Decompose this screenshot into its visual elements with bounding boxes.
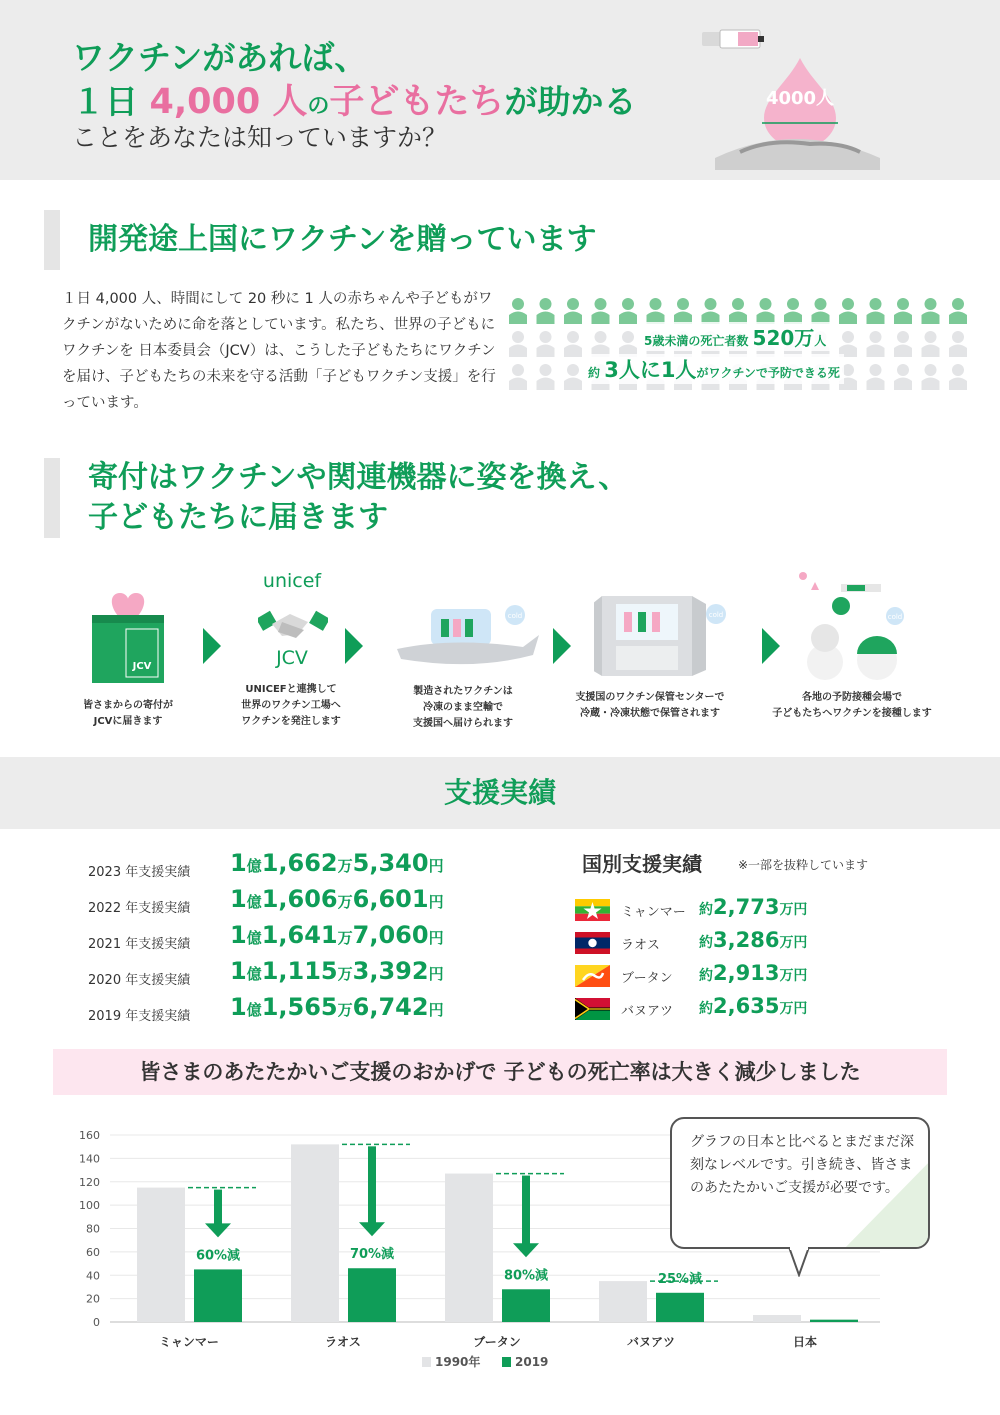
person-icon [509,331,527,357]
jcv-label: JCV [276,647,308,669]
country-results-title: 国別支援実績 [582,852,702,876]
person-icon [922,364,940,390]
syringe-liquid [738,32,758,46]
bar-2019 [656,1293,704,1322]
flow-step2-line1: UNICEFと連携して [245,684,337,695]
y-tick-label: 160 [79,1129,100,1142]
bar-2019 [810,1320,858,1322]
year-label: 2021 年支援実績 [88,937,191,952]
bar-1990 [137,1188,185,1322]
legend-label-1990: 1990年 [435,1355,481,1369]
stat1-prefix: 5歳未満の死亡者数 [644,334,749,348]
bar-2019 [348,1268,396,1322]
reduction-arrowhead [205,1223,231,1237]
flow-step1-caption [58,698,198,730]
year-amount: 1億1,115万3,392円 [230,957,444,985]
country-name: ブータン [621,971,673,986]
person-icon [647,298,665,324]
bar-1990 [291,1144,339,1322]
year-amount: 1億1,565万6,742円 [230,993,444,1021]
cold-badge-3: cold [507,612,523,620]
callout-box [670,1117,930,1249]
reduction-arrow-shaft [214,1190,222,1226]
x-tick-label: 日本 [792,1335,818,1349]
section2-title-line2: 子どもたちに届きます [88,500,388,535]
section-title-vaccines: 開発途上国にワクチンを贈っています [44,210,597,270]
country-amount: 約3,286万円 [699,928,808,952]
reduction-arrowhead [359,1222,385,1236]
person-icon [839,298,857,324]
preventable-stat [584,354,844,384]
intro-paragraph: １日 4,000 人、時間にして 20 秒に 1 人の赤ちゃんや子どもがワクチンがないために命を落としています。私たち、世界の子どもにワクチンを 日本委員会（JCV）は、こうした子どもたちにワクチンを届け、子どもたちの未来を守る活動「子どもワクチン支援」を行っています。 [62,291,496,411]
refrigerator-icon [594,590,734,682]
person-icon [537,298,555,324]
country-name: ラオス [621,938,660,953]
person-icon [509,364,527,390]
person-icon [812,298,830,324]
flow-arrow-2 [345,628,363,664]
person-icon [757,298,775,324]
flow-step4-line2: 冷蔵・冷凍状態で保管されます [580,708,720,719]
vanuatu-flag-icon [575,998,610,1020]
y-tick-label: 140 [79,1152,100,1166]
cold-badge-5: cold [887,613,903,621]
mortality-banner: 皆さまのあたたかいご支援のおかげで 子どもの死亡率は大きく減少しました [53,1049,947,1095]
headline-number: 4,000 人 [149,82,308,122]
bar-1990 [599,1281,647,1322]
headline-line2 [72,74,636,124]
headline-line1: ワクチンがあれば、 [72,38,368,77]
person-icon [922,298,940,324]
flow-step5-line2: 子どもたちへワクチンを接種します [772,708,932,719]
reduction-label: 70%減 [349,1247,395,1263]
country-row-vanuatu [575,994,875,1024]
legend-label-2019: 2019 [515,1355,549,1369]
person-icon [537,364,555,390]
bhutan-flag-icon [575,965,610,987]
country-amount: 約2,635万円 [699,994,808,1018]
y-tick-label: 20 [86,1292,100,1306]
country-row-myanmar [575,895,875,925]
headline-kids: 子どもたち [329,82,505,122]
flow-step3-caption [388,684,538,732]
results-title: 支援実績 [443,776,556,809]
country-row-bhutan [575,961,875,991]
year-label: 2020 年支援実績 [88,973,191,988]
reduction-arrow-shaft [522,1176,530,1246]
y-tick-label: 100 [79,1199,100,1213]
under5-deaths-stat [640,322,830,351]
year-label: 2022 年支援実績 [88,901,191,916]
stat1-number: 520万 [752,326,815,350]
country-name: バヌアツ [621,1004,674,1019]
flow-arrow-4 [762,628,780,664]
stat2-suffix: がワクチンで予防できる死 [696,366,840,380]
reduction-arrow-shaft [368,1146,376,1224]
callout-tail [788,1247,810,1277]
year-label: 2019 年支援実績 [88,1009,191,1024]
person-icon [674,298,692,324]
stat1-unit: 人 [814,334,827,348]
country-amount: 約2,773万円 [699,895,808,919]
country-results-note: ※一部を抜粋しています [738,858,869,872]
flow-step2-line2: 世界のワクチン工場へ [241,700,341,711]
vaccination-icon [795,568,920,680]
donation-box-icon [88,585,168,685]
person-icon [894,364,912,390]
flow-step3-line2: 冷凍のまま空輸で [423,702,503,713]
person-icon [702,298,720,324]
y-tick-label: 40 [86,1269,100,1283]
stat2-prefix: 約 [588,366,601,380]
person-icon [867,331,885,357]
person-icon [949,331,967,357]
year-label: 2023 年支援実績 [88,865,191,880]
country-name: ミャンマー [621,905,686,920]
country-amount: 約2,913万円 [699,961,808,985]
flow-step5-line1: 各地の予防接種会場で [802,692,902,703]
x-tick-label: ブータン [473,1335,521,1349]
person-icon [564,331,582,357]
person-icon [509,298,527,324]
section-title-donation-flow [44,458,628,538]
headline-line3: ことをあなたは知っていますか？ [72,123,448,152]
flow-step2-line3: ワクチンを発注します [241,716,341,727]
headline-no: の [307,94,330,119]
flow-arrow-1 [203,628,221,664]
flow-step4-caption [560,690,740,722]
person-icon [922,331,940,357]
headline-suffix: が助かる [504,82,637,121]
bar-2019 [502,1289,550,1322]
flow-arrow-3 [553,628,571,664]
section2-title-line1: 寄付はワクチンや関連機器に姿を換え、 [88,460,629,495]
bar-1990 [753,1315,801,1322]
person-icon [564,298,582,324]
unicef-label: unicef [262,570,322,592]
handshake-icon [258,600,328,650]
person-icon [867,298,885,324]
legend-swatch-1990 [422,1357,431,1367]
x-tick-label: ミャンマー [159,1335,219,1349]
myanmar-flag-icon [575,899,610,921]
year-amount: 1億1,662万5,340円 [230,849,444,877]
person-icon [894,331,912,357]
flow-step5-caption [762,690,942,722]
year-amount: 1億1,641万7,060円 [230,921,444,949]
bar-1990 [445,1174,493,1322]
person-icon [894,298,912,324]
person-icon [949,298,967,324]
reduction-label: 60%減 [195,1248,241,1264]
callout-text: グラフの日本と比べるとまだまだ深刻なレベルです。引き続き、皆さまのあたたかいご支援が必要です。 [690,1134,914,1196]
headline-day: １日 [72,82,138,121]
donation-box-label: JCV [132,661,152,672]
flow-step2-caption [216,682,366,730]
person-icon [537,331,555,357]
country-row-laos [575,928,875,958]
y-tick-label: 80 [86,1222,100,1236]
y-tick-label: 120 [79,1175,100,1189]
person-icon [592,298,610,324]
reduction-label: 80%減 [503,1268,549,1284]
reduction-arrowhead [513,1243,539,1257]
legend-swatch-2019 [502,1357,511,1367]
person-icon [619,298,637,324]
person-icon [729,298,747,324]
flow-step3-line1: 製造されたワクチンは [413,686,513,697]
y-tick-label: 0 [93,1316,100,1329]
flow-step1-line1: 皆さまからの寄付が [83,700,173,711]
person-icon [867,364,885,390]
flow-step1-line2: JCVに届きます [93,716,163,727]
laos-flag-icon [575,932,610,954]
drop-label: 4000人 [765,88,835,109]
airplane-icon [393,605,543,675]
person-icon [949,364,967,390]
bar-2019 [194,1269,242,1322]
person-icon [784,298,802,324]
y-tick-label: 60 [86,1245,100,1259]
person-icon [564,364,582,390]
cold-badge-4: cold [708,611,724,619]
flow-step4-line1: 支援国のワクチン保管センターで [575,692,725,703]
reduction-label: 25%減 [657,1271,703,1287]
flow-step3-line3: 支援国へ届けられます [413,718,513,729]
syringe-tip [758,36,764,42]
stat2-number: 3人に1人 [604,358,697,382]
x-tick-label: バヌアツ [626,1335,676,1349]
x-tick-label: ラオス [325,1335,361,1349]
year-amount: 1億1,606万6,601円 [230,885,444,913]
